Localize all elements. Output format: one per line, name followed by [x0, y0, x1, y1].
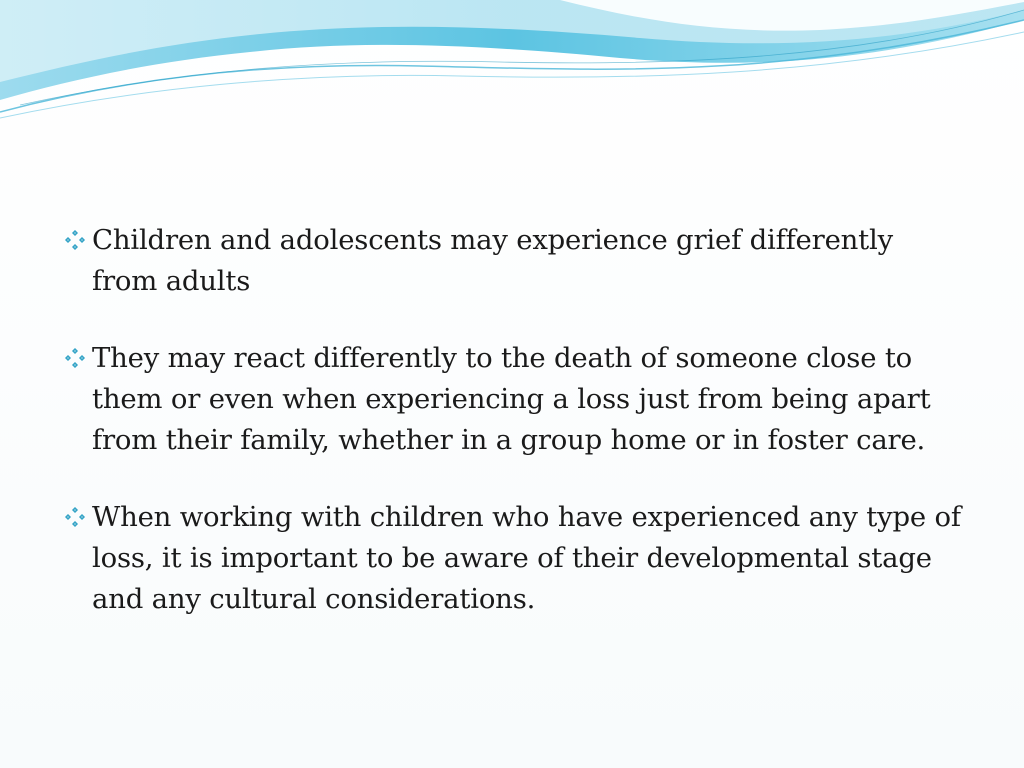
header-wave-decoration — [0, 0, 1024, 130]
list-item — [64, 220, 964, 302]
bullet-list — [64, 220, 964, 656]
four-diamond-icon — [64, 497, 92, 537]
bullet-text: When working with children who have experienced any type of loss, it is important to be aware of their developmental stage and any cultural considerations. — [92, 501, 961, 615]
four-diamond-icon — [64, 220, 92, 260]
list-item — [64, 497, 964, 620]
four-diamond-icon — [64, 338, 92, 378]
list-item — [64, 338, 964, 461]
bullet-text: They may react differently to the death of someone close to them or even when experiencing a loss just from being apart from their family, whether in a group home or in foster care. — [92, 342, 931, 456]
bullet-text: Children and adolescents may experience grief differently from adults — [92, 224, 893, 297]
